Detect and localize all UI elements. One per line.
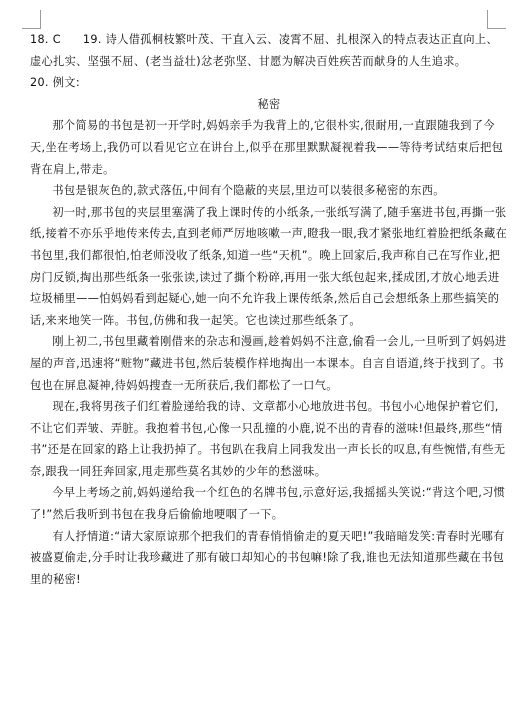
answer-19-continued: 虚心扎实、坚强不屈、(老当益壮)忿老弥坚、甘愿为解决百姓疾苦而献身的人生追求。 — [30, 54, 467, 68]
answer-18: 18. C — [30, 33, 61, 46]
page-corner-mark-top-right — [487, 10, 506, 29]
essay-paragraph-4: 刚上初二,书包里藏着刚借来的杂志和漫画,趁着妈妈不注意,偷看一会儿,一旦听到了妈妈进屋的声音,迅速将“赃物”藏进书包,然后装模作样地掏出一本课本。自言自语道,终于找到了。书包也在屏息凝神,待妈妈搜查一无所获后,我们都松了一口气。 — [30, 335, 507, 392]
essay-paragraph-2: 书包是银灰色的,款式落伍,中间有个隐蔽的夹层,里边可以装很多秘密的东西。 — [52, 184, 445, 198]
document-body — [30, 29, 508, 590]
essay-paragraph-7: 有人抒情道:“请大家原谅那个把我们的青春悄悄偷走的夏天吧!”我暗暗发笑:青春时光哪有被盛夏偷走,分手时让我珍藏进了那有破口却知心的书包嘛!除了我,谁也无法知道那些藏在书包里的秘密! — [30, 529, 505, 586]
essay-title: 秘密 — [257, 97, 281, 111]
essay-paragraph-1: 那个简易的书包是初一开学时,妈妈亲手为我背上的,它很朴实,很耐用,一直跟随我到了今天,坐在考场上,我仍可以看见它立在讲台上,似乎在那里默默凝视着我——等待考试结束后把包背在肩上,带走。 — [30, 119, 504, 176]
essay-paragraph-6: 今早上考场之前,妈妈递给我一个红色的名牌书包,示意好运,我摇摇头笑说:“背这个吧,习惯了!”然后我听到书包在我身后偷偷地哽咽了一下。 — [30, 486, 506, 522]
answer-20-label: 20. 例文: — [30, 76, 80, 90]
answer-19: 19. 诗人借孤桐枝繁叶茂、干直入云、凌霄不屈、扎根深入的特点表达正直向上、 — [82, 33, 498, 46]
essay-paragraph-3: 初一时,那书包的夹层里塞满了我上课时传的小纸条,一张纸写满了,随手塞进书包,再撕一张纸,接着不亦乐乎地传来传去,直到老师严厉地咳嗽一声,瞪我一眼,我才紧张地红着脸把纸条藏在书包里,我们都很怕,怕老师没收了纸条,知道一些“天机”。晚上回家后,我声称自己在写作业,把房门反锁,掏出那些纸条一张张读,读过了撕个粉碎,再用一张大纸包起来,揉成团,才放心地丢进垃圾桶里——怕妈妈看到起疑心,她一向不允许我上课传纸条,然后自己会想纸条上那些搞笑的话,来来地笑一阵。书包,仿佛和我一起笑。它也读过那些纸条了。 — [30, 205, 508, 327]
essay-paragraph-5: 现在,我将男孩子们红着脸递给我的诗、文章都小心地放进书包。书包小心地保护着它们,不让它们弄皱、弄脏。我抱着书包,心像一只乱撞的小鹿,说不出的青春的滋味!但最终,那些“情书”还是在回家的路上让我扔掉了。书包趴在我肩上同我发出一声长长的叹息,有些惋惜,有些无奈,跟我一同狂奔回家,甩走那些莫名其妙的少年的愁滋味。 — [30, 400, 506, 478]
page-corner-mark-top-left — [22, 10, 41, 29]
answer-line-18-19 — [30, 29, 508, 51]
